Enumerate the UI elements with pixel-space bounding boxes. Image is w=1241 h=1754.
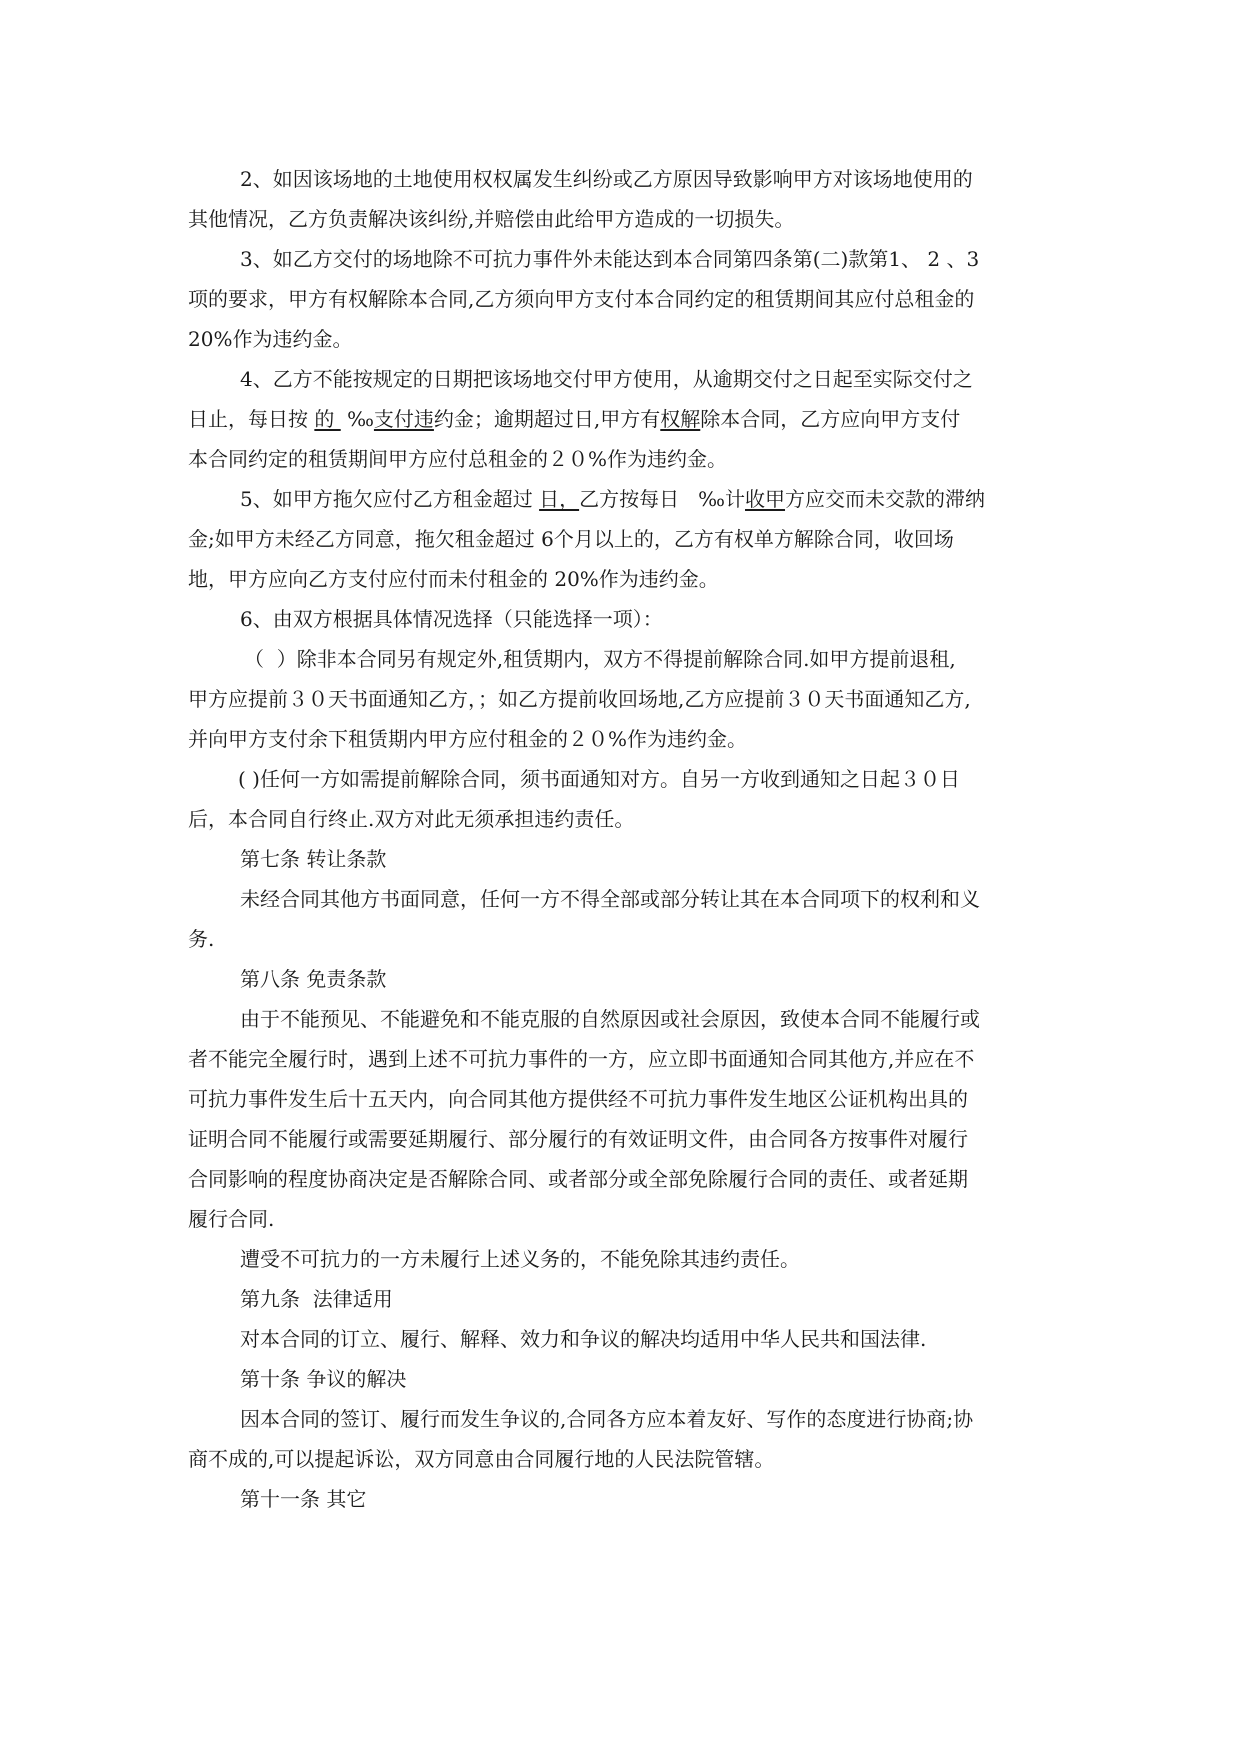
- text-line: 2、如因该场地的土地使用权权属发生纠纷或乙方原因导致影响甲方对该场地使用的: [240, 167, 973, 191]
- article-10-paragraph: [188, 1399, 1058, 1479]
- section-heading: 第八条 免责条款: [240, 967, 387, 991]
- text-line: 履行合同.: [188, 1207, 275, 1231]
- article-10-heading: [188, 1359, 1058, 1399]
- text-line: 6、由双方根据具体情况选择（只能选择一项）：: [240, 607, 663, 631]
- text-line: 未经合同其他方书面同意，任何一方不得全部或部分转让其在本合同项下的权利和义: [240, 887, 980, 911]
- text-line: 因本合同的签订、履行而发生争议的,合同各方应本着友好、写作的态度进行协商;协: [240, 1407, 974, 1431]
- text-line: ( )任何一方如需提前解除合同，须书面通知对方。自另一方收到通知之日起３０日: [238, 767, 960, 791]
- text-line: 商不成的,可以提起诉讼，双方同意由合同履行地的人民法院管辖。: [188, 1447, 775, 1471]
- article-11-heading: [188, 1479, 1058, 1519]
- section-heading: 第七条 转让条款: [240, 847, 387, 871]
- underlined-blank: 日，: [539, 487, 580, 511]
- section-heading: 第十条 争议的解决: [240, 1367, 407, 1391]
- text-line: 3、如乙方交付的场地除不可抗力事件外未能达到本合同第四条第(二)款第1、 2 、3: [240, 247, 980, 271]
- section-heading: 第十一条 其它: [240, 1487, 367, 1511]
- clause-4-paragraph: [188, 359, 1058, 479]
- option-a-paragraph: [188, 639, 1058, 759]
- clause-3-paragraph: [188, 239, 1058, 359]
- text-line: 者不能完全履行时，遇到上述不可抗力事件的一方，应立即书面通知合同其他方,并应在不: [188, 1047, 975, 1071]
- text-line: [188, 479, 1058, 519]
- text-line: [188, 399, 1058, 439]
- text-line: 并向甲方支付余下租赁期内甲方应付租金的２０%作为违约金。: [188, 727, 748, 751]
- article-8-paragraph: [188, 999, 1058, 1239]
- text-line: 其他情况，乙方负责解决该纠纷,并赔偿由此给甲方造成的一切损失。: [188, 207, 795, 231]
- text-line: 后，本合同自行终止.双方对此无须承担违约责任。: [188, 807, 635, 831]
- article-8-heading: [188, 959, 1058, 999]
- section-heading: 第九条 法律适用: [240, 1287, 393, 1311]
- article-9-paragraph: [188, 1319, 1058, 1359]
- text-line: 4、乙方不能按规定的日期把该场地交付甲方使用，从逾期交付之日起至实际交付之: [240, 367, 973, 391]
- article-7-paragraph: [188, 879, 1058, 959]
- text-fragment: 日止，每日按: [188, 407, 315, 431]
- clause-2-paragraph: [188, 159, 1058, 239]
- text-line: （ ）除非本合同另有规定外,租赁期内，双方不得提前解除合同.如甲方提前退租,: [244, 647, 956, 671]
- text-fragment: 除本合同，乙方应向甲方支付: [700, 407, 961, 431]
- article-8-paragraph-2: [188, 1239, 1058, 1279]
- clause-5-paragraph: [188, 479, 1058, 599]
- text-fragment: 5、如甲方拖欠应付乙方租金超过: [240, 487, 540, 511]
- underlined-text: 支付违: [373, 407, 434, 431]
- text-line: 地，甲方应向乙方支付应付而未付租金的 20%作为违约金。: [188, 567, 719, 591]
- underlined-text: 权解: [660, 407, 701, 431]
- text-line: 证明合同不能履行或需要延期履行、部分履行的有效证明文件，由合同各方按事件对履行: [188, 1127, 968, 1151]
- text-fragment: 约金；逾期超过日,甲方有: [433, 407, 661, 431]
- clause-6-paragraph: [188, 599, 1058, 639]
- text-fragment: 乙方按每日 ‰计: [579, 487, 746, 511]
- text-line: 20%作为违约金。: [188, 327, 353, 351]
- text-line: 项的要求，甲方有权解除本合同,乙方须向甲方支付本合同约定的租赁期间其应付总租金的: [188, 287, 975, 311]
- text-fragment: ‰: [340, 407, 374, 431]
- text-line: 本合同约定的租赁期间甲方应付总租金的２０%作为违约金。: [188, 447, 728, 471]
- contract-text: [188, 159, 1058, 1519]
- text-line: 对本合同的订立、履行、解释、效力和争议的解决均适用中华人民共和国法律.: [240, 1327, 927, 1351]
- text-line: 可抗力事件发生后十五天内，向合同其他方提供经不可抗力事件发生地区公证机构出具的: [188, 1087, 968, 1111]
- underlined-text: 收甲: [745, 487, 786, 511]
- article-9-heading: [188, 1279, 1058, 1319]
- text-line: 金;如甲方未经乙方同意，拖欠租金超过 6个月以上的，乙方有权单方解除合同，收回场: [188, 527, 954, 551]
- option-b-paragraph: [188, 759, 1058, 839]
- article-7-heading: [188, 839, 1058, 879]
- underlined-blank: 的: [314, 407, 341, 431]
- text-line: 遭受不可抗力的一方未履行上述义务的，不能免除其违约责任。: [240, 1247, 800, 1271]
- text-line: 务.: [188, 927, 215, 951]
- text-line: 甲方应提前３０天书面通知乙方，；如乙方提前收回场地,乙方应提前３０天书面通知乙方,: [188, 687, 971, 711]
- text-line: 合同影响的程度协商决定是否解除合同、或者部分或全部免除履行合同的责任、或者延期: [188, 1167, 968, 1191]
- text-fragment: 方应交而未交款的滞纳: [785, 487, 986, 511]
- text-line: 由于不能预见、不能避免和不能克服的自然原因或社会原因，致使本合同不能履行或: [240, 1007, 980, 1031]
